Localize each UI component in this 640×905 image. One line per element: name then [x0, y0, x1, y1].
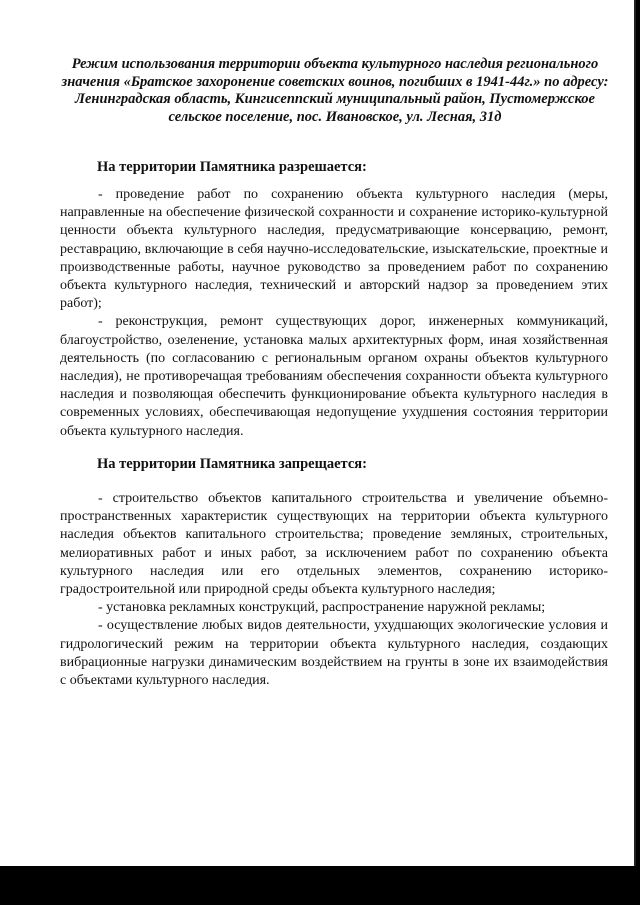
- prohibited-item: - строительство объектов капитального строительства и увеличение объемно-пространственных характеристик существующих на территории объекта культурного наследия объектов капитального строительства; проведение земляных, строительных, мелиоративных работ и иных работ, за исключением работ по сохранению объекта культурного наследия или его отдельных элементов, сохранению историко-градостроительной или природной среды объекта культурного наследия;: [60, 491, 608, 598]
- allowed-item: - проведение работ по сохранению объекта культурного наследия (меры, направленные на обеспечение физической сохранности и сохранение историко-культурной ценности объекта культурного наследия, предусматривающие консервацию, ремонт, реставрацию, включающие в себя научно-исследовательские, изыскательские, проектные и производственные работы, научное руководство за проведением работ по сохранению объекта культурного наследия, технический и авторский надзор за проведением этих работ);: [60, 187, 608, 312]
- document-title: Режим использования территории объекта культурного наследия регионального значения «Братское захоронение советских воинов, погибших в 1941-44г.» по адресу: Ленинградская область, Кингисеппский муниципальный район, Пустомержское сельское поселение, пос. Ивановское, ул. Лесная, 31д: [61, 56, 609, 125]
- scan-border: [0, 866, 640, 905]
- allowed-section: [60, 186, 608, 441]
- prohibited-section: [60, 490, 608, 690]
- prohibited-item: - установка рекламных конструкций, распространение наружной рекламы;: [98, 600, 546, 616]
- prohibited-heading: На территории Памятника запрещается:: [97, 456, 367, 472]
- prohibited-item: - осуществление любых видов деятельности, ухудшающих экологические условия и гидрологический режим на территории объекта культурного наследия, создающих вибрационные нагрузки динамическим воздействием на грунты в зоне их взаимодействия с объектами культурного наследия.: [60, 618, 608, 689]
- allowed-heading: На территории Памятника разрешается:: [97, 159, 367, 175]
- allowed-item: - реконструкция, ремонт существующих дорог, инженерных коммуникаций, благоустройство, озеленение, установка малых архитектурных форм, иная хозяйственная деятельность (по согласованию с региональным органом охраны объектов культурного наследия), не противоречащая требованиям обеспечения сохранности объекта культурного наследия и позволяющая обеспечить функционирование объекта культурного наследия в современных условиях, обеспечивающая недопущение ухудшения состояния территории объекта культурного наследия.: [60, 314, 608, 439]
